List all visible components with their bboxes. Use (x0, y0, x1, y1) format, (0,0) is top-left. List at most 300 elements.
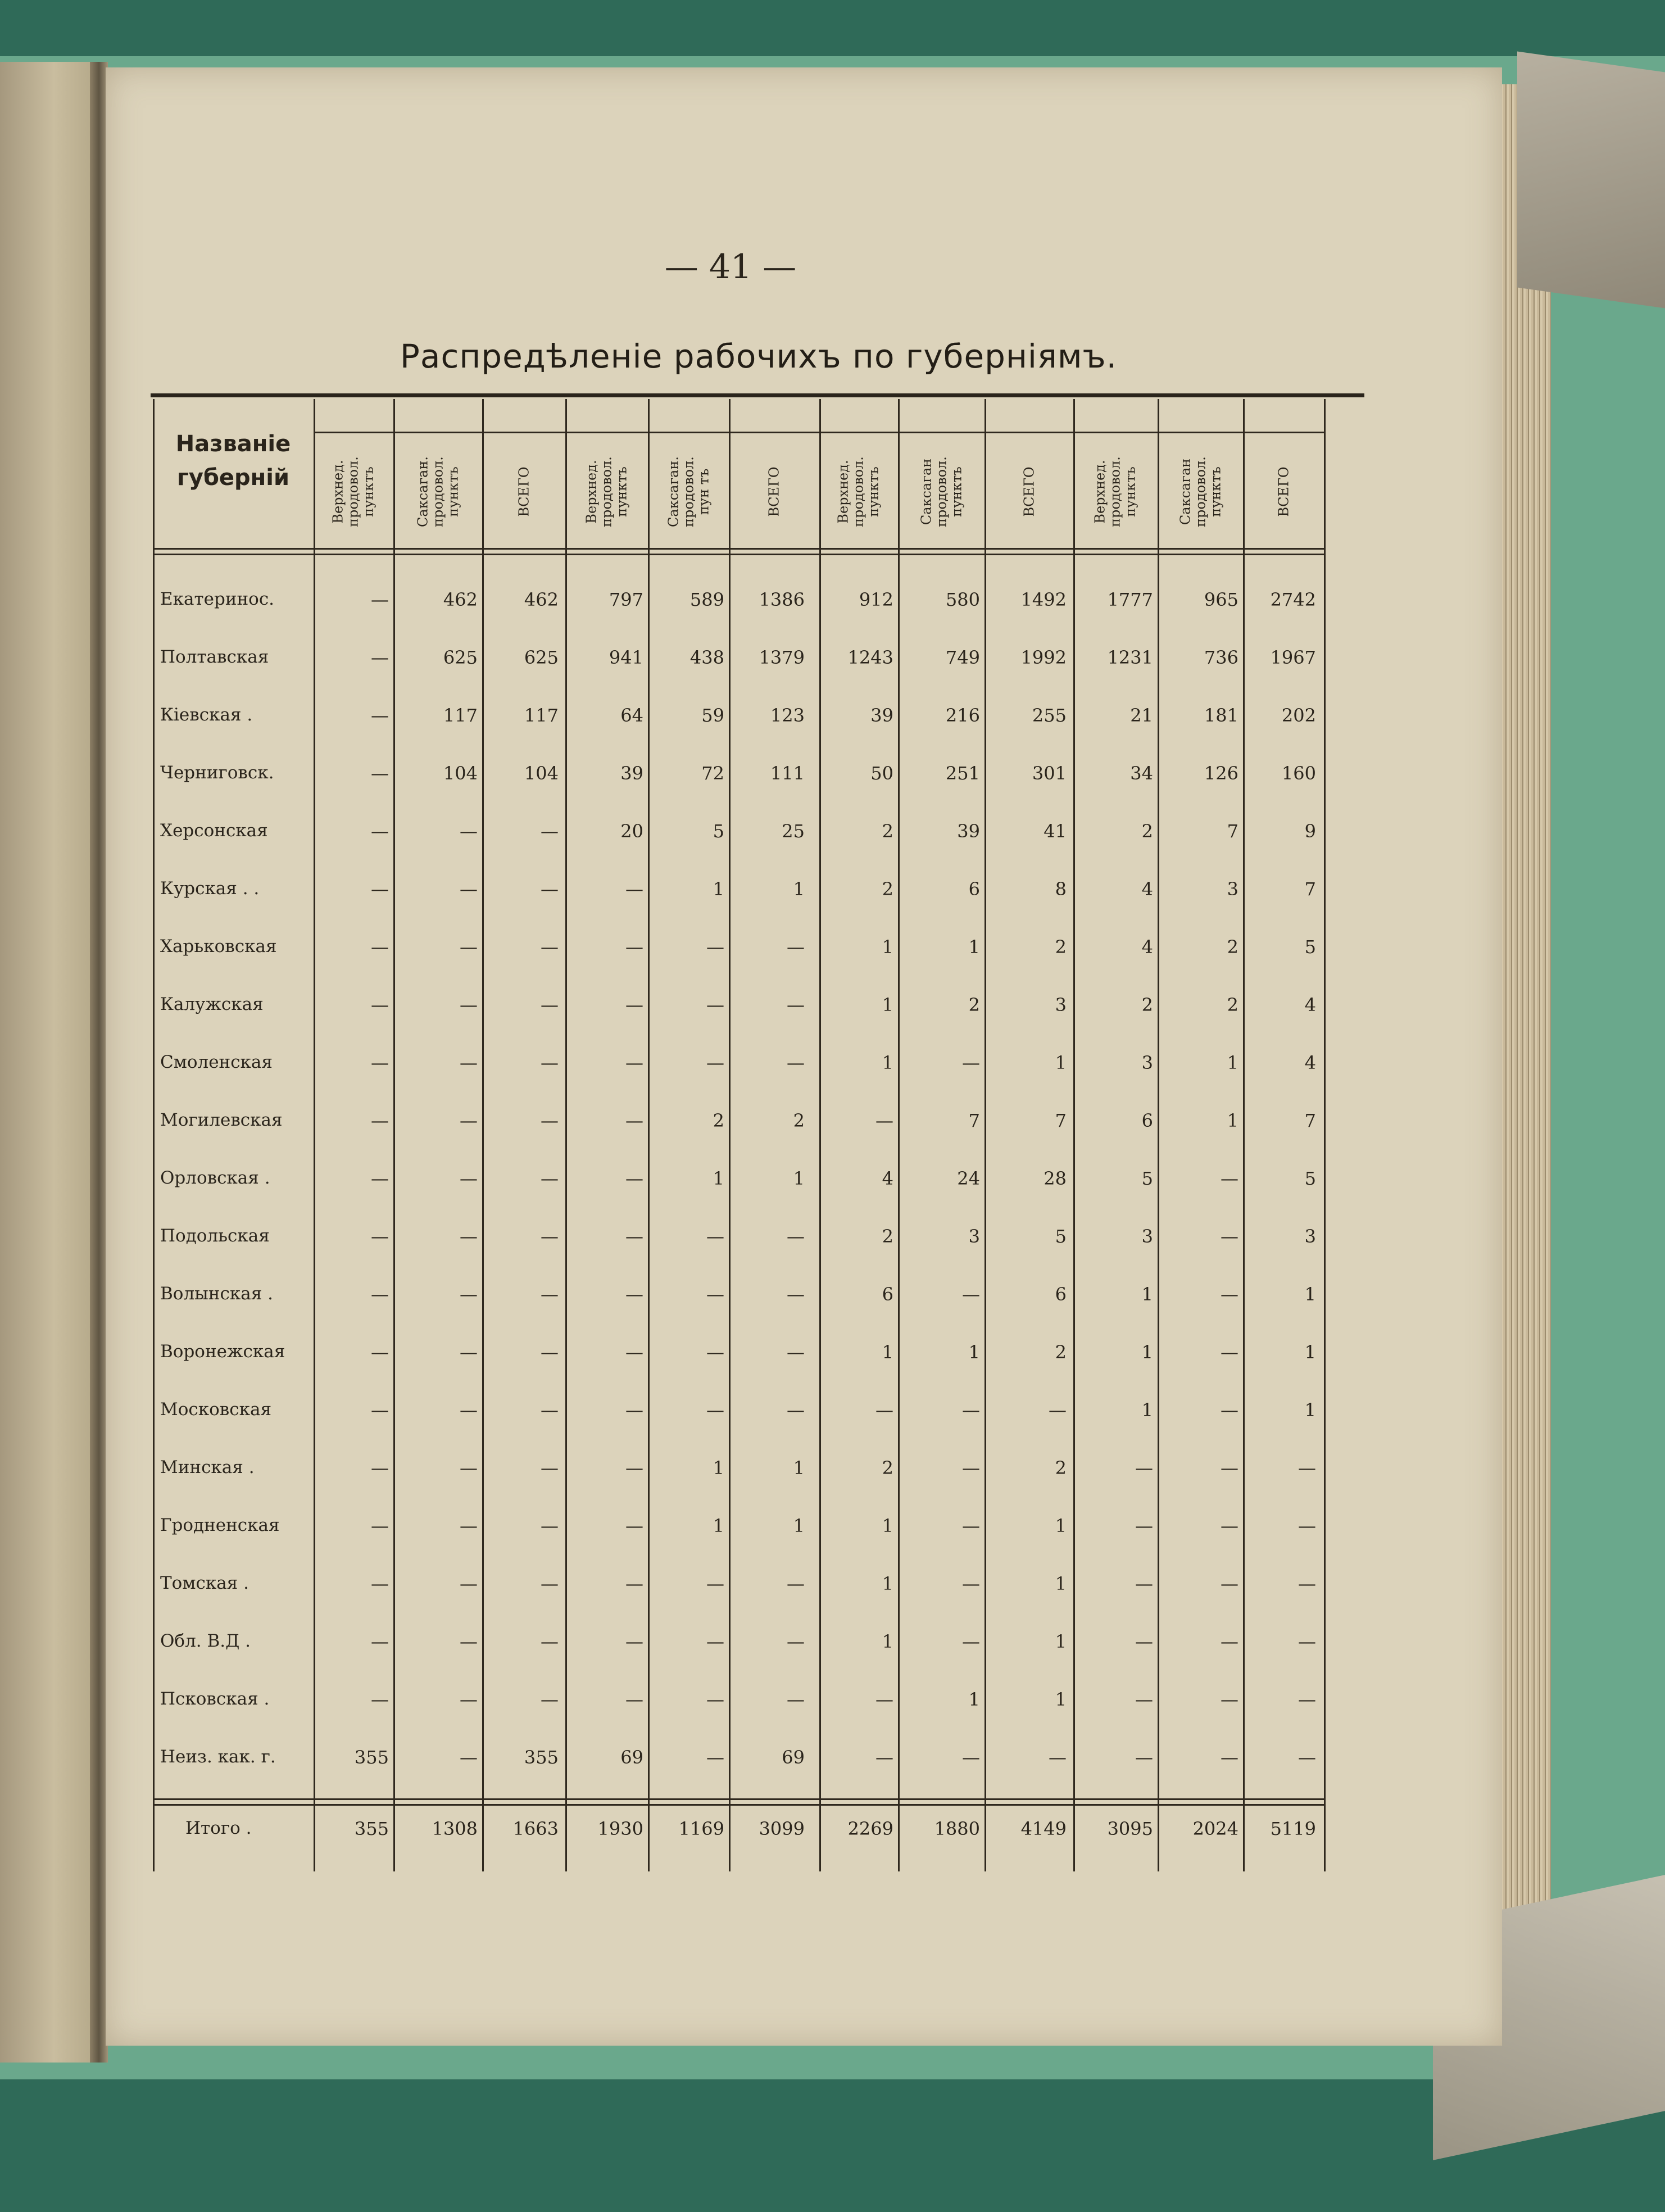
table-cell: — (541, 1399, 559, 1421)
table-cell: — (1298, 1689, 1316, 1710)
table-cell: 1 (1055, 1573, 1067, 1594)
table-cell: 5 (1141, 1168, 1153, 1189)
column-subheader-text: ВСЕГО (516, 466, 532, 517)
table-cell: — (625, 1457, 643, 1479)
row-guberniya-name: Неиз. как. г. (160, 1747, 276, 1767)
total-row-label: Итого . (185, 1818, 252, 1838)
table-cell: 21 (1130, 705, 1153, 726)
table-cell: — (371, 936, 389, 958)
table-cell: — (1221, 1631, 1238, 1652)
column-subheader (1074, 438, 1156, 545)
table-cell: — (1298, 1573, 1316, 1594)
table-cell: 4 (882, 1168, 893, 1189)
table-cell: 5 (1304, 936, 1316, 958)
table-cell: — (962, 1399, 980, 1421)
column-subheader (484, 438, 564, 545)
row-guberniya-name: Полтавская (160, 647, 269, 667)
table-cell: — (625, 1052, 643, 1073)
table-cell: — (1049, 1399, 1067, 1421)
table-cell: 4 (1141, 936, 1153, 958)
table-cell: 1 (882, 936, 893, 958)
table-cell: — (625, 1110, 643, 1131)
table-cell: — (1135, 1631, 1153, 1652)
table-cell: 39 (957, 821, 980, 842)
top-rule (151, 393, 1364, 397)
table-cell: — (1221, 1284, 1238, 1305)
row-guberniya-name: Подольская (160, 1226, 270, 1246)
table-cell: — (371, 1052, 389, 1073)
table-cell: 1 (1304, 1341, 1316, 1363)
table-cell: — (962, 1284, 980, 1305)
table-cell: 355 (524, 1747, 559, 1768)
table-cell: 117 (443, 705, 478, 726)
table-cell: 181 (1204, 705, 1238, 726)
table-cell: 580 (945, 589, 980, 610)
table-cell: — (1221, 1689, 1238, 1710)
table-cell: — (1221, 1399, 1238, 1421)
table-cell: 462 (524, 589, 559, 610)
table-cell: — (625, 1689, 643, 1710)
table-cell: — (787, 1052, 805, 1073)
table-cell: — (460, 1573, 478, 1594)
table-cell: 34 (1130, 763, 1153, 784)
table-cell: 251 (945, 763, 980, 784)
header-bottom-rule-2 (153, 554, 1324, 555)
table-cell: — (541, 1631, 559, 1652)
table-cell: — (541, 1284, 559, 1305)
table-cell: — (541, 1168, 559, 1189)
table-cell: — (460, 994, 478, 1016)
table-cell: 1 (882, 1631, 893, 1652)
table-cell: 1 (968, 936, 980, 958)
table-cell: 1 (713, 878, 724, 900)
table-cell: 7 (1227, 821, 1238, 842)
table-cell: 1967 (1270, 647, 1316, 668)
table-cell: 2 (1141, 994, 1153, 1016)
row-guberniya-name: Обл. В.Д . (160, 1631, 251, 1651)
table-cell: — (1298, 1747, 1316, 1768)
table-cell: — (460, 1747, 478, 1768)
total-cell: 1169 (678, 1818, 724, 1839)
table-cell: — (460, 821, 478, 842)
table-cell: — (706, 1573, 724, 1594)
table-cell: — (460, 1689, 478, 1710)
table-cell: — (460, 1399, 478, 1421)
table-cell: 69 (620, 1747, 643, 1768)
table-cell: — (706, 936, 724, 958)
table-cell: 749 (945, 647, 980, 668)
left-page-edge (0, 62, 98, 2063)
table-cell: 797 (609, 589, 643, 610)
table-cell: — (541, 1341, 559, 1363)
table-cell: — (625, 1515, 643, 1536)
table-cell: 2 (1227, 936, 1238, 958)
table-cell: 941 (609, 647, 643, 668)
table-cell: — (371, 1689, 389, 1710)
table-cell: — (875, 1399, 893, 1421)
table-cell: — (371, 1399, 389, 1421)
table-cell: 1 (1304, 1284, 1316, 1305)
column-subheader (1245, 438, 1323, 545)
table-cell: — (541, 1052, 559, 1073)
table-cell: 25 (782, 821, 805, 842)
table-cell: 1 (1141, 1341, 1153, 1363)
table-cell: — (1221, 1747, 1238, 1768)
table-cell: 1992 (1020, 647, 1067, 668)
row-guberniya-name: Томская . (160, 1573, 249, 1593)
table-cell: 6 (968, 878, 980, 900)
table-cell: 2 (793, 1110, 805, 1131)
table-cell: 1231 (1107, 647, 1153, 668)
table-cell: 126 (1204, 763, 1238, 784)
table-cell: — (787, 1226, 805, 1247)
table-cell: — (962, 1052, 980, 1073)
column-subheader-text: ВСЕГО (1021, 466, 1037, 517)
table-cell: 1 (1055, 1631, 1067, 1652)
table-cell: — (625, 994, 643, 1016)
table-cell: — (460, 1457, 478, 1479)
table-cell: — (787, 1284, 805, 1305)
table-cell: — (625, 1399, 643, 1421)
table-cell: — (706, 1747, 724, 1768)
table-cell: — (460, 1284, 478, 1305)
table-cell: — (625, 1341, 643, 1363)
row-guberniya-name: Курская . . (160, 878, 260, 899)
table-cell: — (541, 1457, 559, 1479)
table-cell: — (706, 994, 724, 1016)
table-cell: 3 (1304, 1226, 1316, 1247)
column-subheader-text: Саксаган продовол. пунктъ (1177, 456, 1224, 527)
total-cell: 1308 (432, 1818, 478, 1839)
table-cell: 4 (1141, 878, 1153, 900)
table-cell: — (371, 1168, 389, 1189)
total-top-rule-2 (153, 1804, 1324, 1806)
table-cell: — (1135, 1747, 1153, 1768)
table-cell: — (371, 878, 389, 900)
table-cell: — (706, 1631, 724, 1652)
table-cell: 69 (782, 1747, 805, 1768)
row-guberniya-name: Могилевская (160, 1110, 283, 1130)
table-cell: — (706, 1399, 724, 1421)
column-subheader-text: Саксаган продовол. пунктъ (918, 456, 965, 527)
table-cell: — (625, 878, 643, 900)
column-subheader-text: Саксаган. продовол. пунктъ (415, 456, 461, 527)
table-cell: — (706, 1284, 724, 1305)
table-cell: 4 (1304, 994, 1316, 1016)
table-cell: 355 (354, 1747, 389, 1768)
column-header-name: Названіе губерній (175, 431, 291, 491)
table-cell: 216 (945, 705, 980, 726)
row-guberniya-name: Орловская . (160, 1168, 270, 1188)
table-cell: — (1298, 1515, 1316, 1536)
table-cell: 202 (1281, 705, 1316, 726)
table-cell: 2 (882, 1457, 893, 1479)
table-cell: 1 (968, 1689, 980, 1710)
table-cell: 1 (1227, 1052, 1238, 1073)
row-guberniya-name: Гродненская (160, 1515, 280, 1535)
table-cell: — (371, 705, 389, 726)
table-cell: — (1221, 1457, 1238, 1479)
table-cell: 625 (443, 647, 478, 668)
table-vline (1324, 399, 1326, 1871)
table-cell: — (787, 1573, 805, 1594)
table-cell: — (625, 1226, 643, 1247)
table-vline (1158, 399, 1159, 1871)
table-cell: — (1221, 1573, 1238, 1594)
column-subheader (731, 438, 818, 545)
row-guberniya-name: Московская (160, 1399, 272, 1420)
table-cell: — (460, 1631, 478, 1652)
table-cell: — (1135, 1457, 1153, 1479)
table-cell: 6 (882, 1284, 893, 1305)
total-cell: 5119 (1270, 1818, 1316, 1839)
table-cell: 2 (882, 1226, 893, 1247)
table-cell: 41 (1044, 821, 1067, 842)
row-guberniya-name: Херсонская (160, 821, 268, 841)
table-cell: 50 (870, 763, 893, 784)
table-cell: 123 (770, 705, 805, 726)
total-cell: 2024 (1192, 1818, 1238, 1839)
column-subheader (900, 438, 983, 545)
table-cell: — (460, 936, 478, 958)
table-cell: — (541, 1226, 559, 1247)
table-cell: 4 (1304, 1052, 1316, 1073)
table-cell: — (962, 1515, 980, 1536)
table-vline (898, 399, 900, 1871)
table-title: Распредѣленіе рабочихъ по губерніямъ. (400, 337, 1118, 375)
table-cell: 965 (1204, 589, 1238, 610)
table-cell: — (787, 1631, 805, 1652)
table-cell: 20 (620, 821, 643, 842)
table-cell: — (1221, 1168, 1238, 1189)
cloth-corner-top (1517, 52, 1665, 309)
table-cell: — (962, 1457, 980, 1479)
table-cell: — (787, 1399, 805, 1421)
table-cell: — (371, 1631, 389, 1652)
table-cell: 2 (1055, 936, 1067, 958)
table-cell: 625 (524, 647, 559, 668)
table-cell: — (371, 1573, 389, 1594)
table-cell: 1 (1141, 1284, 1153, 1305)
table-cell: 3 (968, 1226, 980, 1247)
table-cell: 104 (524, 763, 559, 784)
table-cell: 2 (968, 994, 980, 1016)
table-cell: 117 (524, 705, 559, 726)
column-subheader-text: ВСЕГО (1276, 466, 1292, 517)
table-cell: — (541, 1110, 559, 1131)
table-cell: — (371, 1457, 389, 1479)
table-cell: 2742 (1270, 589, 1316, 610)
table-cell: — (460, 878, 478, 900)
table-cell: 2 (1055, 1457, 1067, 1479)
table-cell: 8 (1055, 878, 1067, 900)
table-cell: 2 (1141, 821, 1153, 842)
row-guberniya-name: Екатеринос. (160, 589, 275, 609)
table-cell: — (875, 1110, 893, 1131)
table-cell: 1 (793, 878, 805, 900)
table-cell: — (1049, 1747, 1067, 1768)
table-cell: 39 (870, 705, 893, 726)
table-cell: 1 (1227, 1110, 1238, 1131)
table-cell: 1 (793, 1457, 805, 1479)
table-cell: — (706, 1689, 724, 1710)
table-cell: — (460, 1226, 478, 1247)
table-cell: — (875, 1689, 893, 1710)
table-cell: 1379 (759, 647, 805, 668)
table-cell: — (706, 1341, 724, 1363)
header-bottom-rule (153, 548, 1324, 550)
table-cell: — (1135, 1689, 1153, 1710)
table-cell: 438 (689, 647, 724, 668)
table-cell: 2 (1227, 994, 1238, 1016)
row-guberniya-name: Харьковская (160, 936, 277, 957)
table-cell: 3 (1055, 994, 1067, 1016)
table-cell: 3 (1141, 1226, 1153, 1247)
table-cell: — (541, 936, 559, 958)
column-subheader-text: Верхнед. продовол. пунктъ (583, 456, 630, 527)
column-subheader-text: Саксаган. продовол. пун тъ (665, 456, 712, 527)
table-cell: 72 (701, 763, 724, 784)
column-subheader-text: Верхнед. продовол. пунктъ (1092, 456, 1138, 527)
row-guberniya-name: Смоленская (160, 1052, 273, 1072)
table-cell: — (962, 1747, 980, 1768)
table-cell: — (787, 1341, 805, 1363)
table-cell: 1 (1141, 1399, 1153, 1421)
table-cell: — (625, 1573, 643, 1594)
table-cell: 1 (882, 1341, 893, 1363)
table-cell: 1 (882, 1052, 893, 1073)
table-cell: 5 (1055, 1226, 1067, 1247)
table-cell: — (371, 1110, 389, 1131)
table-cell: — (706, 1052, 724, 1073)
row-guberniya-name: Воронежская (160, 1341, 285, 1362)
row-guberniya-name: Кіевская . (160, 705, 253, 725)
table-cell: — (1298, 1457, 1316, 1479)
total-top-rule (153, 1798, 1324, 1800)
column-subheader-text: ВСЕГО (766, 466, 782, 517)
table-cell: — (460, 1110, 478, 1131)
table-cell: 7 (1055, 1110, 1067, 1131)
table-cell: 1243 (847, 647, 893, 668)
row-guberniya-name: Псковская . (160, 1689, 270, 1709)
table-cell: 2 (882, 821, 893, 842)
table-cell: — (787, 936, 805, 958)
column-subheader (987, 438, 1072, 545)
table-cell: 2 (882, 878, 893, 900)
page-number: — 41 — (664, 247, 797, 287)
table-cell: — (875, 1747, 893, 1768)
table-cell: 5 (1304, 1168, 1316, 1189)
table-cell: 1 (1304, 1399, 1316, 1421)
total-cell: 1930 (597, 1818, 643, 1839)
table-cell: 1 (1055, 1052, 1067, 1073)
table-cell: — (1221, 1226, 1238, 1247)
table-cell: 1 (713, 1457, 724, 1479)
page-stack-edges (1498, 84, 1551, 2046)
column-subheader (396, 438, 480, 545)
table-cell: — (706, 1226, 724, 1247)
table-cell: 1 (713, 1515, 724, 1536)
total-cell: 3099 (759, 1818, 805, 1839)
table-cell: — (1221, 1515, 1238, 1536)
table-cell: — (460, 1341, 478, 1363)
table-cell: 1 (882, 1515, 893, 1536)
table-cell: 1777 (1107, 589, 1153, 610)
table-cell: 3 (1141, 1052, 1153, 1073)
table-cell: — (460, 1168, 478, 1189)
table-cell: 2 (713, 1110, 724, 1131)
table-cell: 3 (1227, 878, 1238, 900)
column-subheader (568, 438, 646, 545)
table-cell: — (1135, 1573, 1153, 1594)
table-cell: — (371, 647, 389, 668)
row-guberniya-name: Минская . (160, 1457, 255, 1477)
table-cell: — (787, 994, 805, 1016)
table-cell: — (787, 1689, 805, 1710)
table-cell: — (460, 1052, 478, 1073)
table-cell: — (1298, 1631, 1316, 1652)
table-vline (985, 399, 986, 1871)
table-cell: 59 (701, 705, 724, 726)
table-cell: 64 (620, 705, 643, 726)
table-cell: — (371, 589, 389, 610)
table-cell: — (625, 1168, 643, 1189)
table-cell: 2 (1055, 1341, 1067, 1363)
table-cell: 1 (1055, 1515, 1067, 1536)
column-subheader (1160, 438, 1242, 545)
row-guberniya-name: Волынская . (160, 1284, 273, 1304)
column-subheader (650, 438, 728, 545)
table-cell: — (371, 1341, 389, 1363)
table-cell: — (541, 1689, 559, 1710)
table-cell: — (371, 763, 389, 784)
table-cell: — (371, 1284, 389, 1305)
table-cell: — (541, 1573, 559, 1594)
table-cell: 24 (957, 1168, 980, 1189)
table-cell: — (371, 821, 389, 842)
total-cell: 4149 (1020, 1818, 1067, 1839)
table-cell: 1 (793, 1168, 805, 1189)
row-guberniya-name: Калужская (160, 994, 264, 1014)
table-cell: 5 (713, 821, 724, 842)
year-header-underline (314, 432, 1324, 433)
table-cell: 1 (882, 1573, 893, 1594)
total-cell: 3095 (1107, 1818, 1153, 1839)
table-vline (153, 399, 155, 1871)
table-cell: 462 (443, 589, 478, 610)
table-cell: 1 (882, 994, 893, 1016)
table-cell: — (371, 994, 389, 1016)
table-cell: 104 (443, 763, 478, 784)
table-cell: 7 (1304, 1110, 1316, 1131)
table-cell: 1 (1055, 1689, 1067, 1710)
table-cell: 1492 (1020, 589, 1067, 610)
table-cell: — (541, 1515, 559, 1536)
table-cell: 6 (1055, 1284, 1067, 1305)
table-cell: 301 (1032, 763, 1067, 784)
table-cell: 736 (1204, 647, 1238, 668)
table-cell: 1 (968, 1341, 980, 1363)
column-subheader (820, 438, 897, 545)
table-cell: — (371, 1226, 389, 1247)
total-cell: 1663 (512, 1818, 559, 1839)
table-cell: — (962, 1573, 980, 1594)
table-cell: — (460, 1515, 478, 1536)
column-subheader-text: Верхнед. продовол. пунктъ (330, 456, 376, 527)
table-cell: 111 (770, 763, 805, 784)
table-cell: 7 (1304, 878, 1316, 900)
total-cell: 2269 (847, 1818, 893, 1839)
